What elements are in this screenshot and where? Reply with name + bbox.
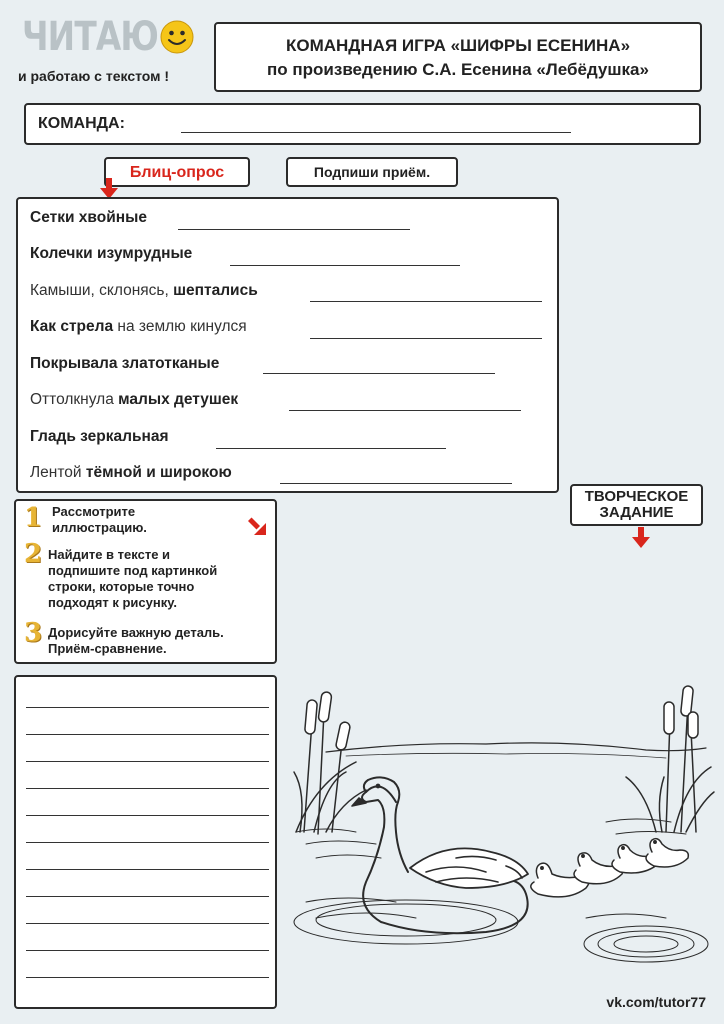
instructions-box — [14, 499, 277, 664]
team-field[interactable] — [24, 103, 701, 145]
quiz-row: Сетки хвойные — [30, 209, 147, 226]
number-3-icon: 3 — [24, 618, 43, 648]
blitz-label-box — [104, 157, 250, 187]
sign-label: Подпиши приём. — [313, 164, 431, 180]
swan-illustration — [286, 682, 716, 982]
logo-word: ЧИТАЮ — [22, 14, 159, 60]
creative-task-label: ТВОРЧЕСКОЕ ЗАДАНИЕ — [584, 488, 689, 521]
smiley-icon — [160, 20, 194, 54]
answer-line[interactable] — [216, 448, 446, 449]
blitz-label: Блиц-опрос — [129, 164, 225, 181]
quiz-row: Покрывала златотканые — [30, 355, 220, 372]
title-line-1: КОМАНДНАЯ ИГРА «ШИФРЫ ЕСЕНИНА» — [285, 36, 631, 55]
quiz-row: Гладь зеркальная — [30, 428, 169, 445]
answer-line[interactable] — [178, 229, 410, 230]
red-arrow-diagonal-icon — [246, 515, 268, 537]
quiz-row: Оттолкнула малых детушек — [30, 391, 239, 408]
red-arrow-down-icon — [630, 527, 652, 549]
writing-line[interactable] — [26, 761, 269, 762]
number-2-icon: 2 — [24, 539, 43, 569]
instruction-3: Дорисуйте важную деталь. Приём-сравнение. — [48, 625, 224, 656]
writing-line[interactable] — [26, 950, 269, 951]
writing-line[interactable] — [26, 977, 269, 978]
writing-line[interactable] — [26, 815, 269, 816]
writing-line[interactable] — [26, 734, 269, 735]
quiz-row: Колечки изумрудные — [30, 245, 193, 262]
answer-line[interactable] — [310, 338, 542, 339]
sign-label-box — [286, 157, 458, 187]
answer-line[interactable] — [310, 301, 542, 302]
answer-line[interactable] — [289, 410, 521, 411]
writing-line[interactable] — [26, 707, 269, 708]
team-answer-line[interactable] — [181, 132, 571, 133]
title-box — [214, 22, 702, 92]
writing-line[interactable] — [26, 842, 269, 843]
logo-subtitle: и работаю с текстом ! — [18, 68, 170, 84]
writing-line[interactable] — [26, 869, 269, 870]
instruction-2: Найдите в тексте и подпишите под картинкой строки, которые точно подходят к рисунку. — [48, 547, 218, 610]
instruction-1: Рассмотрите иллюстрацию. — [52, 504, 147, 535]
answer-line[interactable] — [280, 483, 512, 484]
answer-line[interactable] — [263, 373, 495, 374]
quiz-row: Как стрела на землю кинулся — [30, 318, 247, 335]
creative-task-box — [570, 484, 703, 526]
quiz-box — [16, 197, 559, 493]
writing-line[interactable] — [26, 896, 269, 897]
answer-line[interactable] — [230, 265, 460, 266]
writing-line[interactable] — [26, 788, 269, 789]
team-label: КОМАНДА: — [38, 115, 125, 132]
footer-link[interactable]: vk.com/tutor77 — [606, 994, 706, 1010]
title-line-2: по произведению С.А. Есенина «Лебёдушка» — [267, 60, 649, 79]
writing-line[interactable] — [26, 923, 269, 924]
writing-area[interactable] — [14, 675, 277, 1009]
number-1-icon: 1 — [24, 503, 43, 533]
quiz-row: Камыши, склонясь, шептались — [30, 282, 258, 299]
quiz-row: Лентой тёмной и широкою — [30, 464, 232, 481]
